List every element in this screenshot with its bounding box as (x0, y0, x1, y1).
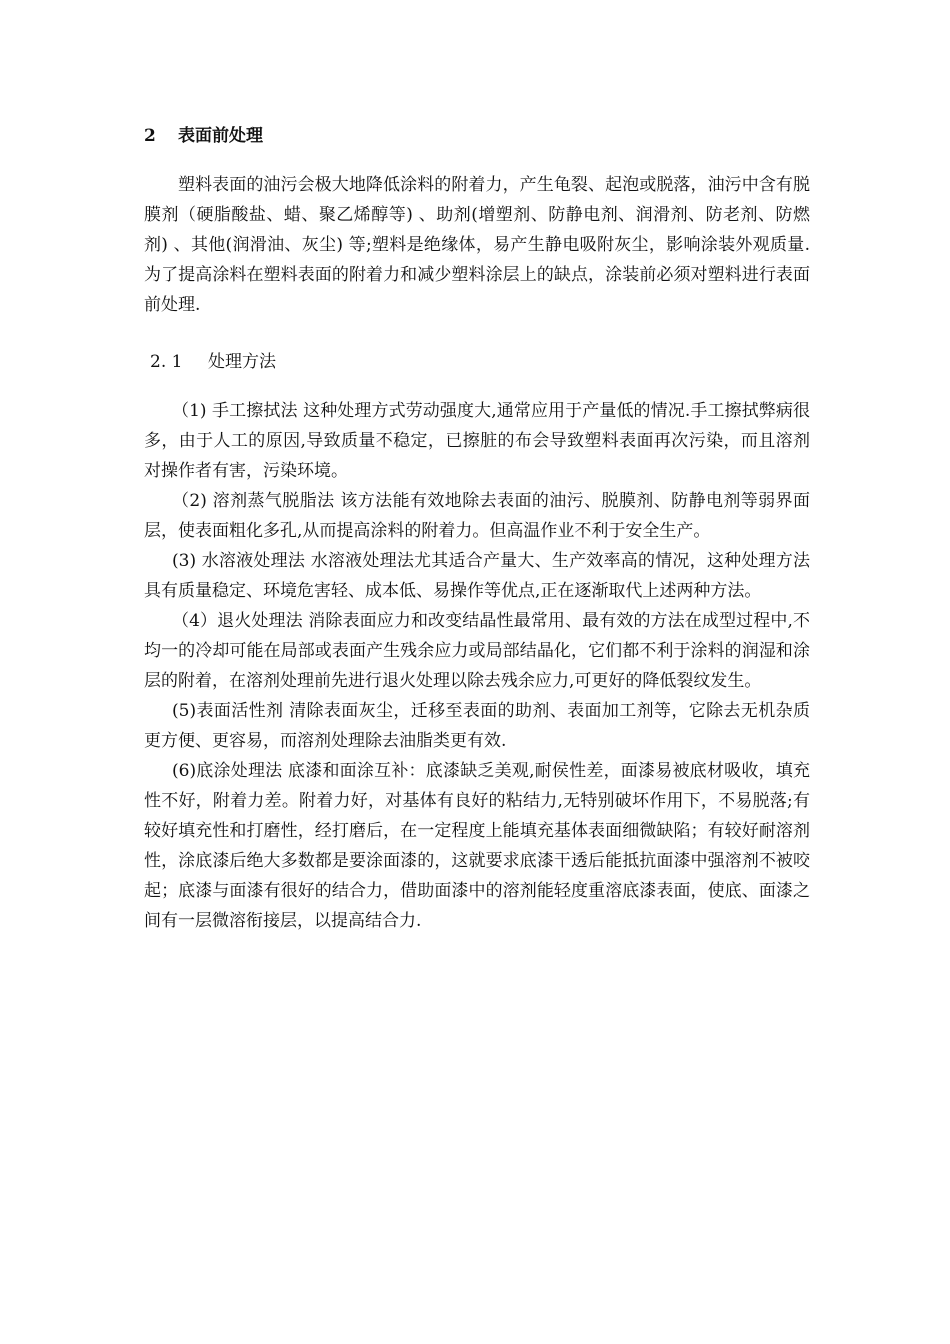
document-body (144, 122, 810, 936)
method-paragraph-3: (3) 水溶液处理法 水溶液处理法尤其适合产量大、生产效率高的情况，这种处理方法具有质量稳定、环境危害轻、成本低、易操作等优点,正在逐渐取代上述两种方法。 (144, 551, 810, 601)
subsection-heading (150, 348, 810, 376)
method-paragraph-6: (6)底涂处理法 底漆和面涂互补：底漆缺乏美观,耐侯性差，面漆易被底材吸收，填充性不好，附着力差。附着力好，对基体有良好的粘结力,无特别破坏作用下，不易脱落;有较好填充性和打磨性，经打磨后，在一定程度上能填充基体表面细微缺陷；有较好耐溶剂性，涂底漆后绝大多数都是要涂面漆的，这就要求底漆干透后能抵抗面漆中强溶剂不被咬起；底漆与面漆有很好的结合力，借助面漆中的溶剂能轻度重溶底漆表面，使底、面漆之间有一层微溶衔接层，以提高结合力. (144, 761, 810, 931)
method-paragraph-2: （2) 溶剂蒸气脱脂法 该方法能有效地除去表面的油污、脱膜剂、防静电剂等弱界面层，使表面粗化多孔,从而提高涂料的附着力。但高温作业不利于安全生产。 (144, 491, 810, 541)
section-heading (144, 122, 810, 150)
section-number: 2 (144, 126, 156, 146)
method-paragraph-5: (5)表面活性剂 清除表面灰尘，迁移至表面的助剂、表面加工剂等，它除去无机杂质更方便、更容易，而溶剂处理除去油脂类更有效. (144, 701, 810, 751)
subsection-number: 2. 1 (150, 352, 183, 372)
section-title: 表面前处理 (178, 126, 263, 146)
subsection-title: 处理方法 (208, 352, 276, 372)
method-paragraph-4: （4）退火处理法 消除表面应力和改变结晶性最常用、最有效的方法在成型过程中,不均一的冷却可能在局部或表面产生残余应力或局部结晶化，它们都不利于涂料的润湿和涂层的附着，在溶剂处理前先进行退火处理以除去残余应力,可更好的降低裂纹发生。 (144, 611, 810, 691)
intro-paragraph: 塑料表面的油污会极大地降低涂料的附着力，产生龟裂、起泡或脱落，油污中含有脱膜剂（硬脂酸盐、蜡、聚乙烯醇等) 、助剂(增塑剂、防静电剂、润滑剂、防老剂、防燃剂) 、其他(润滑油、灰尘) 等;塑料是绝缘体，易产生静电吸附灰尘，影响涂装外观质量.为了提高涂料在塑料表面的附着力和减少塑料涂层上的缺点，涂装前必须对塑料进行表面前处理. (144, 175, 810, 315)
method-paragraph-1: （1) 手工擦拭法 这种处理方式劳动强度大,通常应用于产量低的情况.手工擦拭弊病很多，由于人工的原因,导致质量不稳定，已擦脏的布会导致塑料表面再次污染，而且溶剂对操作者有害，污染环境。 (144, 401, 810, 481)
